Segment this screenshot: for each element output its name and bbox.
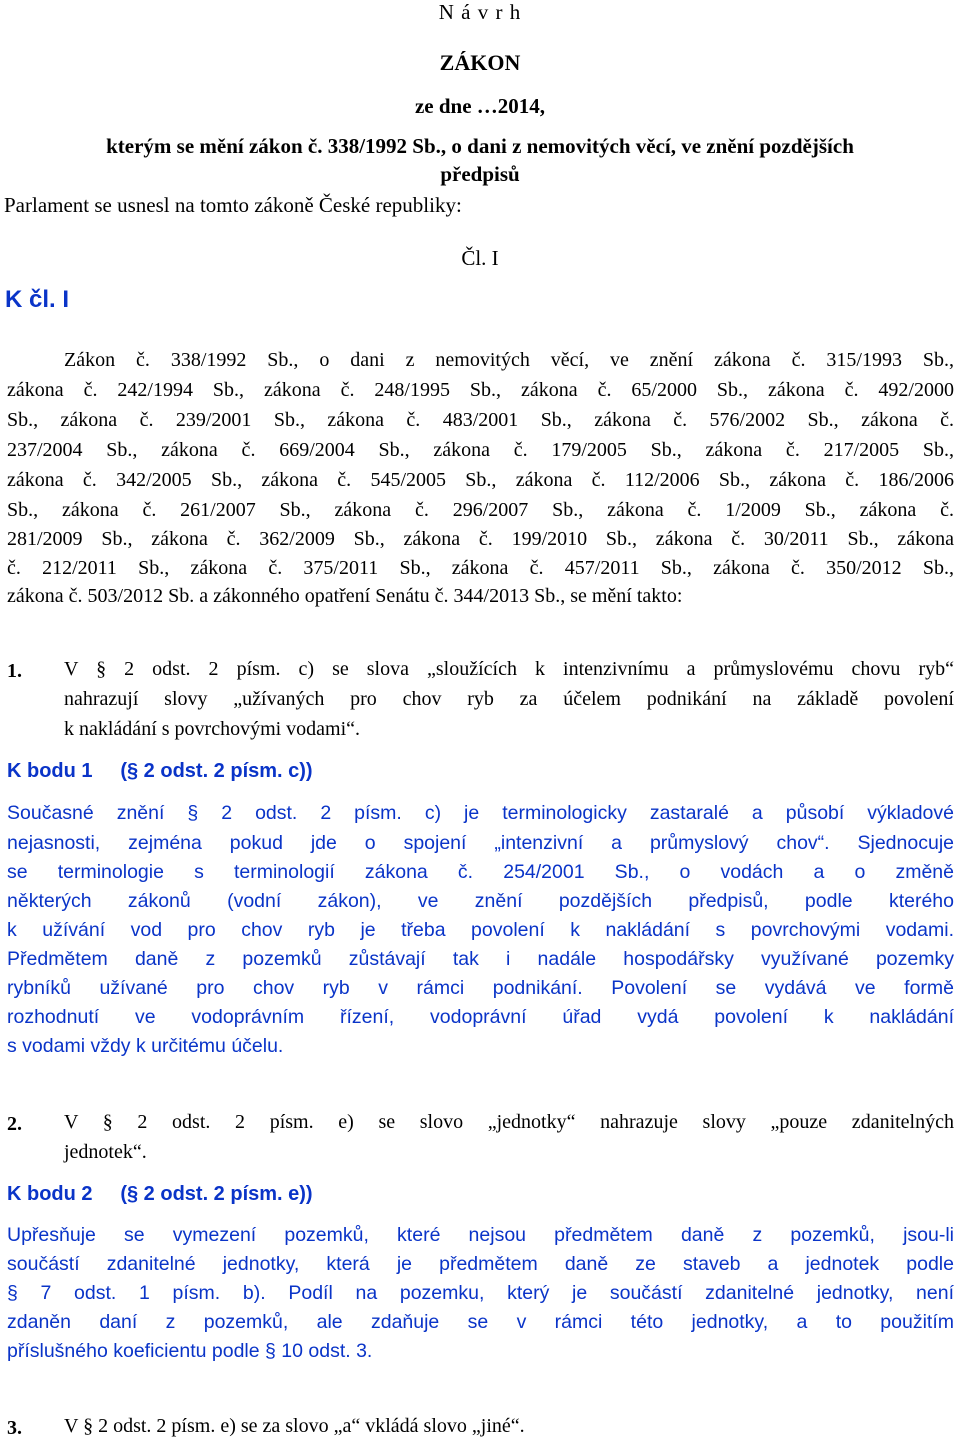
explanation-line: k užívání vod pro chov ryb je třeba povolení k nakládání s povrchovými vodami. (7, 919, 954, 941)
intro-line: č. 212/2011 Sb., zákona č. 375/2011 Sb., zákona č. 457/2011 Sb., zákona č. 350/2012 Sb., (7, 557, 954, 579)
intro-line: Sb., zákona č. 261/2007 Sb., zákona č. 296/2007 Sb., zákona č. 1/2009 Sb., zákona č. (7, 499, 954, 521)
explanation-heading: K bodu 2 (§ 2 odst. 2 písm. e)) (7, 1183, 313, 1205)
intro-line: Sb., zákona č. 239/2001 Sb., zákona č. 483/2001 Sb., zákona č. 576/2002 Sb., zákona č. (7, 409, 954, 431)
explanation-line: příslušného koeficientu podle § 10 odst. 3. (7, 1340, 373, 1362)
item-line: V § 2 odst. 2 písm. c) se slova „sloužících k intenzivnímu a průmyslovému chovu ryb“ (64, 658, 954, 680)
draft-label: N á v r h (438, 0, 522, 24)
item-line: k nakládání s povrchovými vodami“. (64, 718, 361, 740)
explanation-line: s vodami vždy k určitému účelu. (7, 1035, 284, 1057)
article-side-note: K čl. I (5, 286, 70, 313)
explanation-line: se terminologie s terminologií zákona č. 254/2001 Sb., o vodách a o změně (7, 861, 954, 883)
law-subject-line2: předpisů (440, 162, 520, 186)
item-number: 2. (7, 1113, 22, 1135)
explanation-line: rozhodnutí ve vodoprávním řízení, vodoprávní úřad vydá povolení k nakládání (7, 1006, 954, 1028)
explanation-line: Upřesňuje se vymezení pozemků, které nejsou předmětem daně z pozemků, jsou-li (7, 1224, 954, 1246)
explanation-heading: K bodu 1 (§ 2 odst. 2 písm. c)) (7, 760, 313, 782)
preamble: Parlament se usnesl na tomto zákoně České republiky: (4, 193, 462, 217)
explanation-line: rybníků užívané pro chov ryb v rámci podnikání. Povolení se vydává ve formě (7, 977, 954, 999)
item-line: V § 2 odst. 2 písm. e) se za slovo „a“ vkládá slovo „jiné“. (64, 1415, 525, 1437)
explanation-line: Současné znění § 2 odst. 2 písm. c) je terminologicky zastaralé a působí výkladové (7, 802, 954, 824)
explanation-line: § 7 odst. 1 písm. b). Podíl na pozemku, který je součástí zdanitelné jednotky, není (7, 1282, 954, 1304)
intro-line: 281/2009 Sb., zákona č. 362/2009 Sb., zákona č. 199/2010 Sb., zákona č. 30/2011 Sb., zákona (7, 528, 954, 550)
intro-line: Zákon č. 338/1992 Sb., o dani z nemovitých věcí, ve znění zákona č. 315/1993 Sb., (64, 349, 954, 371)
intro-line: zákona č. 242/1994 Sb., zákona č. 248/1995 Sb., zákona č. 65/2000 Sb., zákona č. 492/2000 (7, 379, 954, 401)
explanation-line: Předmětem daně z pozemků zůstávají tak i nadále hospodářsky využívané pozemky (7, 948, 954, 970)
law-date: ze dne …2014, (414, 94, 546, 118)
item-line: jednotek“. (64, 1141, 147, 1163)
intro-line: zákona č. 342/2005 Sb., zákona č. 545/2005 Sb., zákona č. 112/2006 Sb., zákona č. 186/2006 (7, 469, 954, 491)
explanation-line: součástí zdanitelné jednotky, která je předmětem daně ze staveb a jednotek podle (7, 1253, 954, 1275)
law-subject-line1: kterým se mění zákon č. 338/1992 Sb., o dani z nemovitých věcí, ve znění pozdějších (106, 134, 854, 158)
item-line: V § 2 odst. 2 písm. e) se slovo „jednotky“ nahrazuje slovy „pouze zdanitelných (64, 1111, 954, 1133)
item-number: 1. (7, 660, 22, 682)
explanation-line: zdaněn daní z pozemků, ale zdaňuje se v rámci této jednotky, a to použitím (7, 1311, 954, 1333)
intro-line: zákona č. 503/2012 Sb. a zákonného opatření Senátu č. 344/2013 Sb., se mění takto: (7, 585, 683, 607)
article-label: Čl. I (461, 246, 499, 270)
item-number: 3. (7, 1417, 22, 1439)
law-title: ZÁKON (439, 50, 521, 75)
intro-line: 237/2004 Sb., zákona č. 669/2004 Sb., zákona č. 179/2005 Sb., zákona č. 217/2005 Sb., (7, 439, 954, 461)
item-line: nahrazují slovy „užívaných pro chov ryb za účelem podnikání na základě povolení (64, 688, 954, 710)
explanation-line: nejasnosti, zejména pokud jde o spojení „intenzivní a průmyslový chov“. Sjednocuje (7, 832, 954, 854)
explanation-line: některých zákonů (vodní zákon), ve znění pozdějších předpisů, podle kterého (7, 890, 954, 912)
